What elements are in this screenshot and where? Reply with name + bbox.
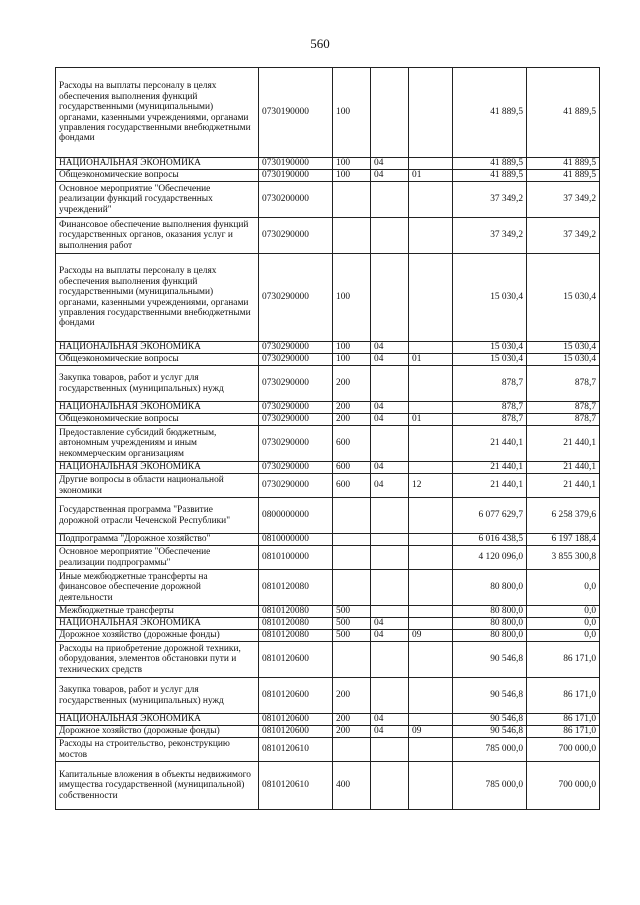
row-name: НАЦИОНАЛЬНАЯ ЭКОНОМИКА xyxy=(56,402,259,414)
row-name: Дорожное хозяйство (дорожные фонды) xyxy=(56,630,259,642)
amount-year-1: 37 349,2 xyxy=(453,218,527,254)
section-code xyxy=(371,762,409,810)
subsection-code: 01 xyxy=(409,354,453,366)
row-name: Другие вопросы в области национальной экономики xyxy=(56,474,259,498)
table-row xyxy=(56,630,600,642)
expense-type: 200 xyxy=(333,714,371,726)
expense-type: 200 xyxy=(333,402,371,414)
section-code xyxy=(371,254,409,342)
target-code: 0730190000 xyxy=(259,158,333,170)
table-row xyxy=(56,68,600,158)
amount-year-2: 0,0 xyxy=(527,630,600,642)
expense-type xyxy=(333,738,371,762)
row-name: Общеэкономические вопросы xyxy=(56,354,259,366)
target-code: 0730290000 xyxy=(259,366,333,402)
expense-type: 100 xyxy=(333,68,371,158)
amount-year-1: 15 030,4 xyxy=(453,342,527,354)
section-code: 04 xyxy=(371,714,409,726)
amount-year-2: 86 171,0 xyxy=(527,726,600,738)
table-row xyxy=(56,498,600,534)
amount-year-2: 41 889,5 xyxy=(527,170,600,182)
section-code: 04 xyxy=(371,170,409,182)
expense-type: 100 xyxy=(333,342,371,354)
amount-year-2: 3 855 300,8 xyxy=(527,546,600,570)
amount-year-2: 700 000,0 xyxy=(527,762,600,810)
row-name: Дорожное хозяйство (дорожные фонды) xyxy=(56,726,259,738)
amount-year-1: 4 120 096,0 xyxy=(453,546,527,570)
amount-year-1: 90 546,8 xyxy=(453,714,527,726)
table-row xyxy=(56,462,600,474)
row-name: Расходы на выплаты персоналу в целях обеспечения выполнения функций государственными (муниципальными) органами, казенными учреждениями, органами управления государственными внебюджетными фондами xyxy=(56,68,259,158)
subsection-code: 09 xyxy=(409,726,453,738)
target-code: 0730200000 xyxy=(259,182,333,218)
amount-year-1: 15 030,4 xyxy=(453,354,527,366)
row-name: Государственная программа "Развитие дорожной отрасли Чеченской Республики" xyxy=(56,498,259,534)
amount-year-2: 0,0 xyxy=(527,570,600,606)
budget-table xyxy=(55,67,600,810)
target-code: 0730290000 xyxy=(259,462,333,474)
amount-year-2: 37 349,2 xyxy=(527,218,600,254)
row-name: Капитальные вложения в объекты недвижимого имущества государственной (муниципальной) собственности xyxy=(56,762,259,810)
expense-type: 400 xyxy=(333,762,371,810)
amount-year-2: 86 171,0 xyxy=(527,714,600,726)
amount-year-2: 21 440,1 xyxy=(527,474,600,498)
target-code: 0810000000 xyxy=(259,534,333,546)
section-code xyxy=(371,606,409,618)
section-code: 04 xyxy=(371,414,409,426)
amount-year-2: 15 030,4 xyxy=(527,354,600,366)
section-code xyxy=(371,218,409,254)
subsection-code xyxy=(409,642,453,678)
section-code xyxy=(371,642,409,678)
subsection-code xyxy=(409,762,453,810)
amount-year-1: 90 546,8 xyxy=(453,726,527,738)
target-code: 0730290000 xyxy=(259,426,333,462)
row-name: Финансовое обеспечение выполнения функций государственных органов, оказания услуг и выполнения работ xyxy=(56,218,259,254)
subsection-code xyxy=(409,254,453,342)
expense-type: 600 xyxy=(333,426,371,462)
row-name: Закупка товаров, работ и услуг для государственных (муниципальных) нужд xyxy=(56,366,259,402)
target-code: 0810120080 xyxy=(259,618,333,630)
section-code xyxy=(371,738,409,762)
amount-year-1: 90 546,8 xyxy=(453,642,527,678)
table-row xyxy=(56,158,600,170)
target-code: 0810120600 xyxy=(259,726,333,738)
table-row xyxy=(56,606,600,618)
target-code: 0730290000 xyxy=(259,342,333,354)
amount-year-1: 878,7 xyxy=(453,366,527,402)
subsection-code xyxy=(409,158,453,170)
subsection-code xyxy=(409,68,453,158)
expense-type xyxy=(333,642,371,678)
expense-type: 500 xyxy=(333,630,371,642)
target-code: 0810120080 xyxy=(259,606,333,618)
amount-year-2: 6 258 379,6 xyxy=(527,498,600,534)
table-row xyxy=(56,182,600,218)
page-number: 560 xyxy=(310,36,330,51)
expense-type xyxy=(333,546,371,570)
subsection-code xyxy=(409,182,453,218)
row-name: НАЦИОНАЛЬНАЯ ЭКОНОМИКА xyxy=(56,618,259,630)
section-code xyxy=(371,678,409,714)
amount-year-1: 41 889,5 xyxy=(453,170,527,182)
subsection-code: 01 xyxy=(409,170,453,182)
row-name: НАЦИОНАЛЬНАЯ ЭКОНОМИКА xyxy=(56,342,259,354)
row-name: Расходы на приобретение дорожной техники, оборудования, элементов обстановки пути и технических средств xyxy=(56,642,259,678)
target-code: 0810120080 xyxy=(259,570,333,606)
target-code: 0730190000 xyxy=(259,68,333,158)
subsection-code xyxy=(409,426,453,462)
expense-type xyxy=(333,570,371,606)
expense-type: 100 xyxy=(333,170,371,182)
amount-year-1: 878,7 xyxy=(453,402,527,414)
table-row xyxy=(56,714,600,726)
amount-year-2: 878,7 xyxy=(527,414,600,426)
row-name: Основное мероприятие "Обеспечение реализации функций государственных учреждений" xyxy=(56,182,259,218)
amount-year-2: 878,7 xyxy=(527,402,600,414)
table-row xyxy=(56,414,600,426)
expense-type: 500 xyxy=(333,618,371,630)
amount-year-1: 878,7 xyxy=(453,414,527,426)
section-code xyxy=(371,570,409,606)
target-code: 0730290000 xyxy=(259,414,333,426)
amount-year-2: 700 000,0 xyxy=(527,738,600,762)
table-row xyxy=(56,726,600,738)
subsection-code xyxy=(409,366,453,402)
row-name: Общеэкономические вопросы xyxy=(56,414,259,426)
target-code: 0730190000 xyxy=(259,170,333,182)
amount-year-1: 21 440,1 xyxy=(453,462,527,474)
target-code: 0730290000 xyxy=(259,474,333,498)
target-code: 0810100000 xyxy=(259,546,333,570)
amount-year-2: 878,7 xyxy=(527,366,600,402)
target-code: 0810120610 xyxy=(259,738,333,762)
amount-year-1: 80 800,0 xyxy=(453,630,527,642)
subsection-code xyxy=(409,402,453,414)
subsection-code xyxy=(409,218,453,254)
row-name: НАЦИОНАЛЬНАЯ ЭКОНОМИКА xyxy=(56,714,259,726)
table-row xyxy=(56,342,600,354)
amount-year-1: 6 016 438,5 xyxy=(453,534,527,546)
amount-year-2: 41 889,5 xyxy=(527,158,600,170)
amount-year-1: 90 546,8 xyxy=(453,678,527,714)
amount-year-1: 6 077 629,7 xyxy=(453,498,527,534)
expense-type: 200 xyxy=(333,366,371,402)
row-name: НАЦИОНАЛЬНАЯ ЭКОНОМИКА xyxy=(56,158,259,170)
table-row xyxy=(56,642,600,678)
target-code: 0810120600 xyxy=(259,642,333,678)
target-code: 0730290000 xyxy=(259,354,333,366)
amount-year-1: 785 000,0 xyxy=(453,738,527,762)
amount-year-2: 86 171,0 xyxy=(527,642,600,678)
amount-year-2: 0,0 xyxy=(527,606,600,618)
section-code xyxy=(371,68,409,158)
table-row xyxy=(56,762,600,810)
subsection-code xyxy=(409,714,453,726)
section-code: 04 xyxy=(371,618,409,630)
table-row xyxy=(56,546,600,570)
amount-year-2: 15 030,4 xyxy=(527,342,600,354)
section-code xyxy=(371,498,409,534)
expense-type xyxy=(333,218,371,254)
target-code: 0810120080 xyxy=(259,630,333,642)
row-name: Подпрограмма "Дорожное хозяйство" xyxy=(56,534,259,546)
subsection-code: 09 xyxy=(409,630,453,642)
target-code: 0730290000 xyxy=(259,218,333,254)
table-row xyxy=(56,218,600,254)
subsection-code xyxy=(409,738,453,762)
amount-year-2: 21 440,1 xyxy=(527,462,600,474)
target-code: 0730290000 xyxy=(259,254,333,342)
table-row xyxy=(56,474,600,498)
subsection-code: 12 xyxy=(409,474,453,498)
subsection-code xyxy=(409,342,453,354)
row-name: Межбюджетные трансферты xyxy=(56,606,259,618)
row-name: Предоставление субсидий бюджетным, автономным учреждениям и иным некоммерческим организациям xyxy=(56,426,259,462)
table-row xyxy=(56,738,600,762)
section-code xyxy=(371,366,409,402)
expense-type: 100 xyxy=(333,354,371,366)
row-name: Основное мероприятие "Обеспечение реализации подпрограммы" xyxy=(56,546,259,570)
section-code xyxy=(371,546,409,570)
amount-year-1: 21 440,1 xyxy=(453,474,527,498)
row-name: Иные межбюджетные трансферты на финансовое обеспечение дорожной деятельности xyxy=(56,570,259,606)
section-code: 04 xyxy=(371,402,409,414)
amount-year-1: 37 349,2 xyxy=(453,182,527,218)
target-code: 0810120610 xyxy=(259,762,333,810)
amount-year-1: 15 030,4 xyxy=(453,254,527,342)
section-code: 04 xyxy=(371,474,409,498)
target-code: 0810120600 xyxy=(259,678,333,714)
amount-year-2: 0,0 xyxy=(527,618,600,630)
target-code: 0810120600 xyxy=(259,714,333,726)
subsection-code xyxy=(409,678,453,714)
section-code xyxy=(371,426,409,462)
row-name: Закупка товаров, работ и услуг для государственных (муниципальных) нужд xyxy=(56,678,259,714)
table-row xyxy=(56,366,600,402)
row-name: Расходы на строительство, реконструкцию мостов xyxy=(56,738,259,762)
amount-year-1: 80 800,0 xyxy=(453,606,527,618)
expense-type xyxy=(333,182,371,218)
row-name: НАЦИОНАЛЬНАЯ ЭКОНОМИКА xyxy=(56,462,259,474)
amount-year-1: 785 000,0 xyxy=(453,762,527,810)
section-code: 04 xyxy=(371,342,409,354)
expense-type xyxy=(333,498,371,534)
target-code: 0730290000 xyxy=(259,402,333,414)
expense-type: 600 xyxy=(333,462,371,474)
section-code xyxy=(371,182,409,218)
expense-type: 500 xyxy=(333,606,371,618)
amount-year-2: 21 440,1 xyxy=(527,426,600,462)
amount-year-1: 80 800,0 xyxy=(453,570,527,606)
row-name: Расходы на выплаты персоналу в целях обеспечения выполнения функций государственными (муниципальными) органами, казенными учреждениями, органами управления государственными внебюджетными фондами xyxy=(56,254,259,342)
amount-year-2: 86 171,0 xyxy=(527,678,600,714)
amount-year-1: 21 440,1 xyxy=(453,426,527,462)
subsection-code xyxy=(409,498,453,534)
subsection-code xyxy=(409,618,453,630)
target-code: 0800000000 xyxy=(259,498,333,534)
table-row xyxy=(56,426,600,462)
expense-type: 600 xyxy=(333,474,371,498)
table-row xyxy=(56,254,600,342)
expense-type: 100 xyxy=(333,158,371,170)
amount-year-2: 37 349,2 xyxy=(527,182,600,218)
expense-type: 100 xyxy=(333,254,371,342)
expense-type xyxy=(333,534,371,546)
subsection-code xyxy=(409,462,453,474)
expense-type: 200 xyxy=(333,726,371,738)
section-code: 04 xyxy=(371,726,409,738)
table-row xyxy=(56,618,600,630)
subsection-code xyxy=(409,546,453,570)
subsection-code xyxy=(409,606,453,618)
amount-year-2: 41 889,5 xyxy=(527,68,600,158)
subsection-code xyxy=(409,570,453,606)
section-code: 04 xyxy=(371,630,409,642)
amount-year-2: 6 197 188,4 xyxy=(527,534,600,546)
table-row xyxy=(56,678,600,714)
expense-type: 200 xyxy=(333,678,371,714)
row-name: Общеэкономические вопросы xyxy=(56,170,259,182)
table-row xyxy=(56,534,600,546)
section-code xyxy=(371,534,409,546)
section-code: 04 xyxy=(371,158,409,170)
amount-year-1: 41 889,5 xyxy=(453,158,527,170)
subsection-code xyxy=(409,534,453,546)
expense-type: 200 xyxy=(333,414,371,426)
table-row xyxy=(56,570,600,606)
amount-year-1: 41 889,5 xyxy=(453,68,527,158)
subsection-code: 01 xyxy=(409,414,453,426)
table-row xyxy=(56,354,600,366)
section-code: 04 xyxy=(371,462,409,474)
amount-year-1: 80 800,0 xyxy=(453,618,527,630)
section-code: 04 xyxy=(371,354,409,366)
table-row xyxy=(56,170,600,182)
amount-year-2: 15 030,4 xyxy=(527,254,600,342)
table-row xyxy=(56,402,600,414)
